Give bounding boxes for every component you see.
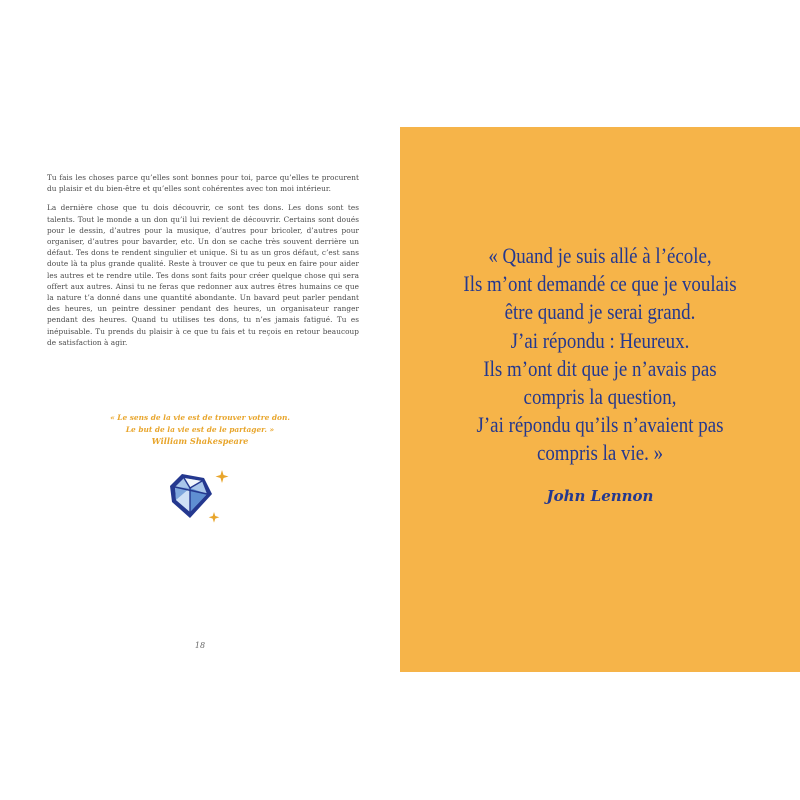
quote-line: « Le sens de la vie est de trouver votre don.	[110, 413, 290, 422]
lennon-quote	[428, 242, 772, 468]
quote-author: William Shakespeare	[151, 436, 249, 446]
page-number: 18	[194, 641, 206, 650]
quote-line: J’ai répondu qu’ils n’avaient pas	[476, 412, 724, 438]
body-text	[47, 172, 359, 356]
quote-line: Ils m’ont dit que je n’avais pas	[483, 355, 717, 381]
right-page	[400, 127, 800, 672]
quote-line: J’ai répondu : Heureux.	[510, 327, 690, 353]
paragraph: La dernière chose que tu dois découvrir, ce sont tes dons. Les dons sont tes talents. Tout le monde a un don qu’il lui revient de découvrir. Certains sont doués pour le dessin, d’autres pour la musique, d’autres pour bricoler, d’autres pour organiser, d’autres pour bavarder, etc. Un don se cache très souvent derrière un défaut. Tes dons te rendent singulier et unique. Si tu as un gros défaut, c’est sans doute là ta plus grande qualité. Reste à trouver ce que tu peux en faire pour aider les autres et te rendre utile. Tes dons sont faits pour créer quelque chose qui sera offert aux autres. Ainsi tu ne feras que redonner aux autres êtres humains ce que la nature t’a donné dans une quantité abondante. Un bavard peut parler pendant des heures, un peintre dessiner pendant des heures, un organisateur ranger pendant des heures. Quand tu utilises tes dons, tu n’es jamais fatigué. Tu es inépuisable. Tu prends du plaisir à ce que tu fais et tu reçois en retour beaucoup de satisfaction à agir.	[47, 203, 359, 347]
quote-line: être quand je serai grand.	[504, 299, 696, 325]
quote-line: « Quand je suis allé à l’école,	[488, 243, 712, 268]
quote-author: John Lennon	[546, 487, 654, 505]
sparkle-icon	[209, 470, 229, 523]
shakespeare-quote	[100, 412, 300, 448]
diamond-icon	[170, 474, 212, 518]
diamond-icon	[160, 466, 232, 532]
quote-line: compris la vie. »	[536, 440, 664, 466]
paragraph: Tu fais les choses parce qu’elles sont bonnes pour toi, parce qu’elles te procurent du plaisir et du bien-être et qu’elles sont cohérentes avec ton moi intérieur.	[47, 173, 359, 194]
quote-line: Ils m’ont demandé ce que je voulais	[463, 271, 737, 297]
quote-line: Le but de la vie est de le partager. »	[125, 424, 275, 434]
quote-line: compris la question,	[523, 384, 677, 410]
